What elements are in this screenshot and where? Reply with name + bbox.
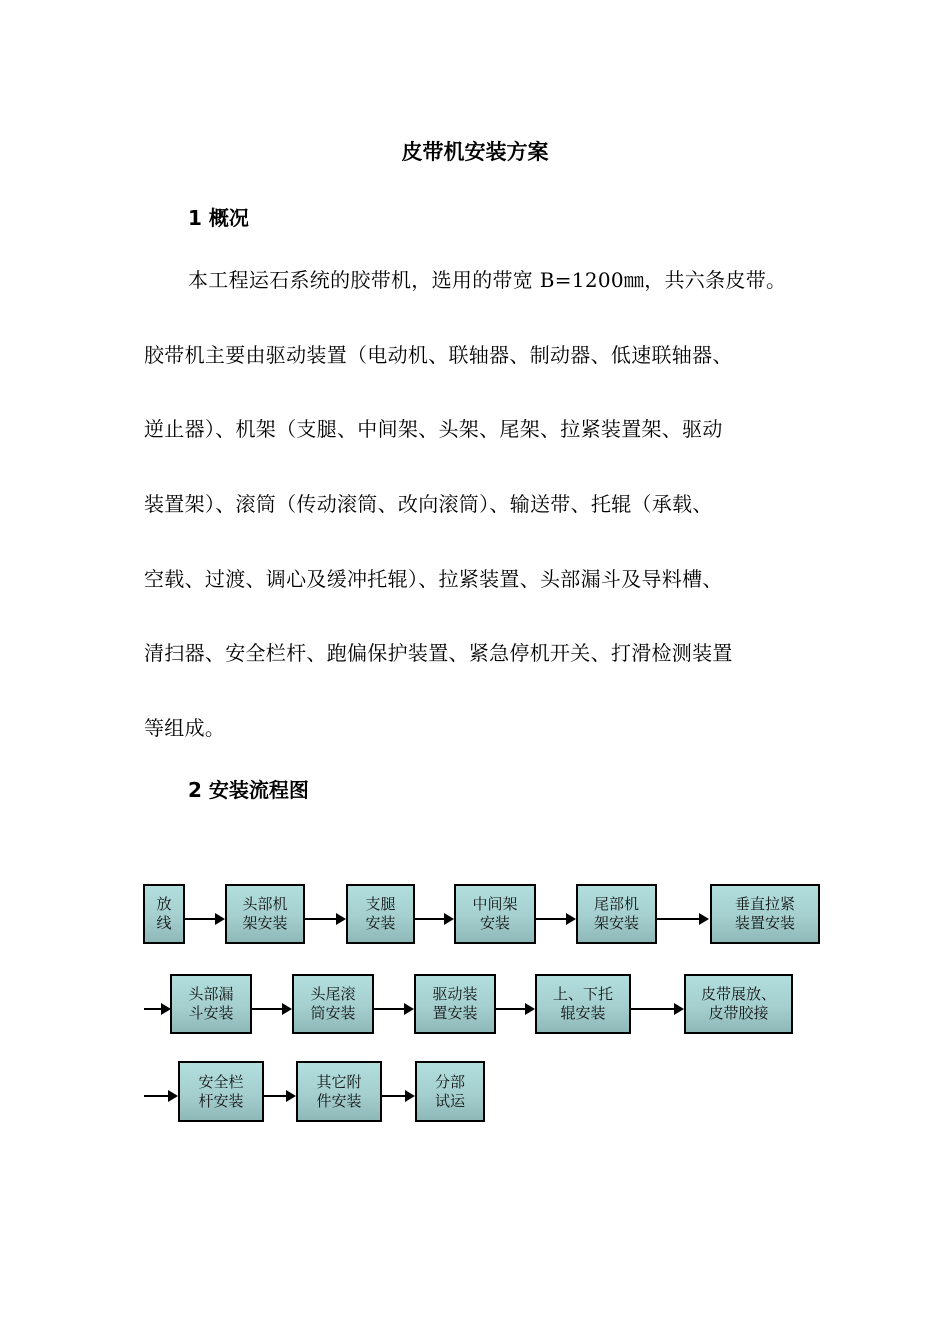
- paragraph-line: 胶带机主要由驱动装置（电动机、联轴器、制动器、低速联轴器、: [144, 343, 733, 367]
- flow-arrow: [382, 1095, 413, 1097]
- flow-step-box: 中间架 安装: [454, 884, 536, 944]
- flow-arrow: [264, 1095, 294, 1097]
- flow-step-box: 尾部机 架安装: [576, 884, 657, 944]
- flow-arrow: [144, 1008, 169, 1010]
- paragraph-line: 装置架）、滚筒（传动滚筒、改向滚筒）、输送带、托辊（承载、: [144, 492, 713, 516]
- paragraph-line: 清扫器、安全栏杆、跑偏保护装置、紧急停机开关、打滑检测装置: [144, 641, 733, 665]
- flow-step-box: 支腿 安装: [346, 884, 415, 944]
- flow-arrow: [631, 1008, 682, 1010]
- flow-arrow: [657, 918, 707, 920]
- paragraph-line: 逆止器）、机架（支腿、中间架、头架、尾架、拉紧装置架、驱动: [144, 417, 723, 441]
- flow-step-box: 头部机 架安装: [225, 884, 305, 944]
- flow-step-box: 安全栏 杆安装: [178, 1061, 264, 1122]
- section-heading-flowchart: 2 安装流程图: [188, 778, 309, 802]
- flow-step-box: 头尾滚 筒安装: [292, 974, 374, 1034]
- paragraph-line: 本工程运石系统的胶带机，选用的带宽 B=1200㎜，共六条皮带。: [188, 268, 787, 292]
- flow-arrow: [374, 1008, 412, 1010]
- paragraph-line: 等组成。: [144, 716, 226, 740]
- flow-step-box: 分部 试运: [415, 1061, 485, 1122]
- flow-step-box: 其它附 件安装: [296, 1061, 382, 1122]
- paragraph-line: 空载、过渡、调心及缓冲托辊）、拉紧装置、头部漏斗及导料槽、: [144, 567, 723, 591]
- flow-arrow: [496, 1008, 533, 1010]
- flow-arrow: [305, 918, 344, 920]
- flow-step-box: 放 线: [143, 884, 185, 944]
- flow-step-box: 垂直拉紧 装置安装: [710, 884, 820, 944]
- flow-arrow: [252, 1008, 290, 1010]
- flow-arrow: [415, 918, 452, 920]
- flow-step-box: 上、下托 辊安装: [535, 974, 631, 1034]
- flow-step-box: 驱动装 置安装: [414, 974, 496, 1034]
- section-heading-overview: 1 概况: [188, 206, 249, 230]
- flow-arrow: [185, 918, 223, 920]
- flow-arrow: [536, 918, 574, 920]
- flow-arrow: [144, 1095, 176, 1097]
- flow-step-box: 皮带展放、 皮带胶接: [684, 974, 793, 1034]
- page-title: 皮带机安装方案: [401, 140, 549, 164]
- flow-step-box: 头部漏 斗安装: [170, 974, 252, 1034]
